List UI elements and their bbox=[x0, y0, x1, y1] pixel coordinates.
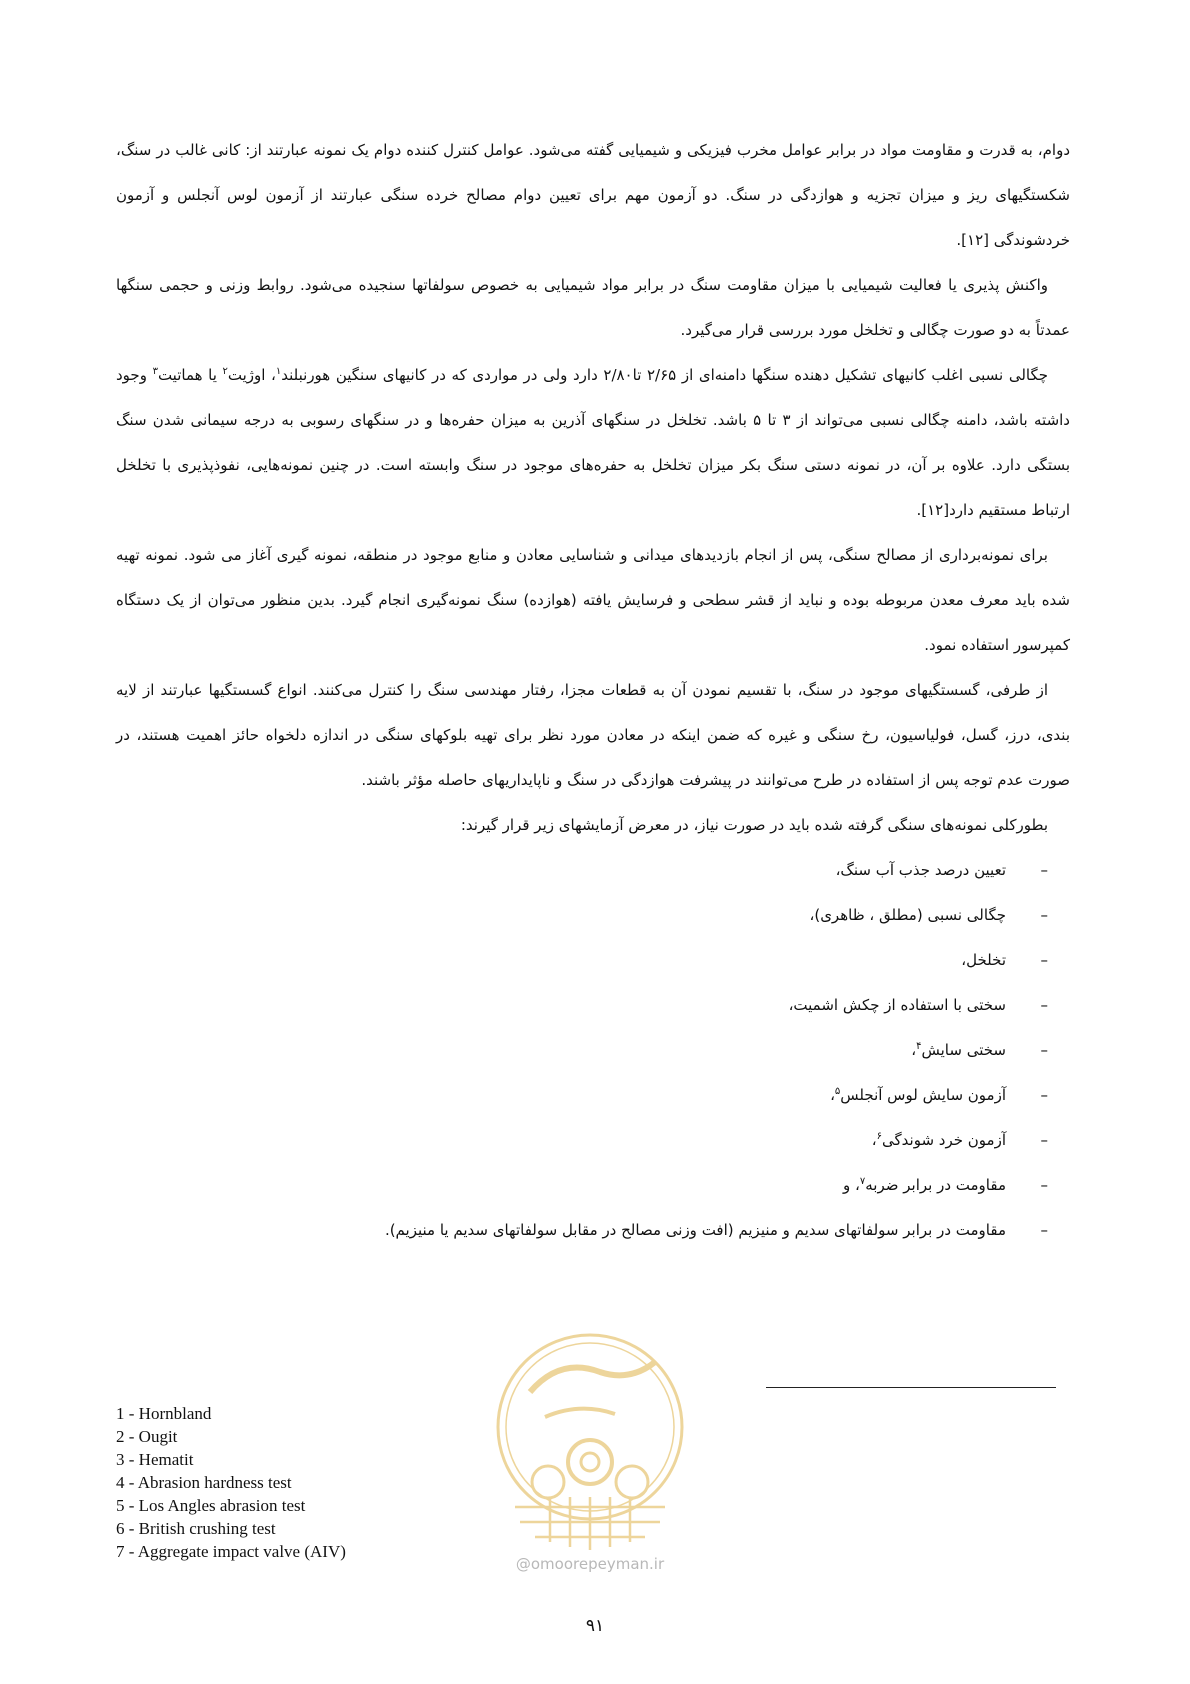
body-text bbox=[116, 128, 1070, 1253]
list-item-text: سختی سایش bbox=[921, 1041, 1006, 1059]
list-dash: – bbox=[1040, 1131, 1048, 1149]
list-item-text: سختی با استفاده از چکش اشمیت، bbox=[788, 996, 1006, 1014]
list-dash: – bbox=[1040, 996, 1048, 1014]
footnote-item: 6 - British crushing test bbox=[116, 1519, 276, 1538]
list-item-text: چگالی نسبی (مطلق ، ظاهری)، bbox=[809, 906, 1006, 924]
list-item-suffix: ، و bbox=[843, 1176, 860, 1194]
paragraph-density-text: یا هماتیت bbox=[157, 366, 223, 384]
list-dash: – bbox=[1040, 1086, 1048, 1104]
list-item bbox=[116, 983, 1048, 1028]
tests-list bbox=[116, 848, 1070, 1253]
footnote-item: 2 - Ougit bbox=[116, 1427, 178, 1446]
list-item bbox=[116, 848, 1048, 893]
list-item bbox=[116, 1208, 1048, 1253]
list-dash: – bbox=[1040, 1221, 1048, 1239]
list-item bbox=[116, 1163, 1048, 1208]
footnote-item: 1 - Hornbland bbox=[116, 1404, 212, 1423]
paragraph-durability: دوام، به قدرت و مقاومت مواد در برابر عوامل مخرب فیزیکی و شیمیایی گفته می‌شود. عوامل کنترل کننده دوام یک نمونه عبارتند از: کانی غالب در سنگ، شکستگیهای ریز و میزان تجزیه و هوازدگی در سنگ. دو آزمون مهم برای تعیین دوام مصالح خرده سنگی عبارتند از آزمون لوس آنجلس و آزمون خردشوندگی [۱۲]. bbox=[116, 141, 1070, 249]
list-dash: – bbox=[1040, 1041, 1048, 1059]
list-item bbox=[116, 938, 1048, 983]
list-item-text: تخلخل، bbox=[961, 951, 1006, 969]
page-number: ۹۱ bbox=[585, 1616, 605, 1636]
list-item-text: آزمون خرد شوندگی bbox=[882, 1131, 1006, 1149]
paragraph-discontinuities: از طرفی، گسستگیهای موجود در سنگ، با تقسیم نمودن آن به قطعات مجزا، رفتار مهندسی سنگ را کنترل می‌کنند. انواع گسستگیها عبارتند از لایه بندی، درز، گسل، فولیاسیون، رخ سنگی و غیره که ضمن اینکه در معادن مورد نظر برای تهیه بلوکهای سنگی در اندازه دلخواه حائز اهمیت هستند، در صورت عدم توجه پس از استفاده در طرح می‌توانند در پیشرفت هوازدگی در سنگ و ناپایداریهای حاصله مؤثر باشند. bbox=[116, 681, 1070, 789]
list-item-text: آزمون سایش لوس آنجلس bbox=[840, 1086, 1006, 1104]
footnote-separator bbox=[766, 1387, 1056, 1388]
footnote-ref-2: ۲ bbox=[222, 366, 228, 377]
list-dash: – bbox=[1040, 906, 1048, 924]
footnote-ref-5: ۵ bbox=[834, 1086, 841, 1097]
list-item-suffix: ، bbox=[911, 1041, 917, 1059]
footnote-item: 5 - Los Angles abrasion test bbox=[116, 1496, 306, 1515]
omoore-peyman-logo-icon bbox=[490, 1322, 690, 1572]
list-item-text: تعیین درصد جذب آب سنگ، bbox=[835, 861, 1006, 879]
paragraph-density-text: چگالی نسبی اغلب کانیهای تشکیل دهنده سنگها دامنه‌ای از ۲/۶۵ تا۲/۸۰ دارد ولی در مواردی که در کانیهای سنگین هورنبلند bbox=[281, 366, 1049, 384]
list-item bbox=[116, 1118, 1048, 1163]
paragraph-density-text: ، اوژیت bbox=[227, 366, 276, 384]
paragraph-sampling: برای نمونه‌برداری از مصالح سنگی، پس از انجام بازدیدهای میدانی و شناسایی معادن و منابع موجود در منطقه، نمونه گیری آغاز می شود. نمونه تهیه شده باید معرف معدن مربوطه بوده و نباید از قشر سطحی و فرسایش یافته (هوازده) سنگ نمونه‌گیری انجام گیرد. بدین منظور می‌توان از یک دستگاه کمپرسور استفاده نمود. bbox=[116, 546, 1070, 654]
paragraph-density bbox=[116, 353, 1070, 533]
list-item bbox=[116, 1028, 1048, 1073]
list-item-text: مقاومت در برابر ضربه bbox=[865, 1176, 1006, 1194]
footnote-item: 3 - Hematit bbox=[116, 1450, 194, 1469]
list-item-text: مقاومت در برابر سولفاتهای سدیم و منیزیم (افت وزنی مصالح در مقابل سولفاتهای سدیم یا منیزیم). bbox=[384, 1221, 1006, 1239]
list-dash: – bbox=[1040, 1176, 1048, 1194]
watermark-url: @omoorepeyman.ir bbox=[515, 1555, 665, 1573]
footnote-ref-4: ۴ bbox=[916, 1041, 922, 1052]
footnote-ref-1: ۱ bbox=[275, 366, 282, 377]
footnotes bbox=[116, 1402, 516, 1563]
footnote-ref-7: ۷ bbox=[859, 1176, 866, 1187]
list-dash: – bbox=[1040, 861, 1048, 879]
paragraph-density-text: وجود داشته باشد، دامنه چگالی نسبی می‌تواند از ۳ تا ۵ باشد. تخلخل در سنگهای آذرین به میزان حفره‌ها و در سنگهای رسوبی به درجه سیمانی شدن سنگ بستگی دارد. علاوه بر آن، در نمونه دستی سنگ بکر میزان تخلخل به حفره‌های موجود در سنگ وابسته است. در چنین نمونه‌هایی، نفوذپذیری با تخلخل ارتباط مستقیم دارد[۱۲]. bbox=[116, 366, 1070, 519]
paragraph-reactivity: واکنش پذیری یا فعالیت شیمیایی با میزان مقاومت سنگ در برابر مواد شیمیایی به خصوص سولفاتها سنجیده می‌شود. روابط وزنی و حجمی سنگها عمدتاً به دو صورت چگالی و تخلخل مورد بررسی قرار می‌گیرد. bbox=[116, 276, 1070, 339]
list-dash: – bbox=[1040, 951, 1048, 969]
list-item bbox=[116, 893, 1048, 938]
paragraph-tests-intro: بطورکلی نمونه‌های سنگی گرفته شده باید در صورت نیاز، در معرض آزمایشهای زیر قرار گیرند: bbox=[460, 816, 1048, 834]
list-item bbox=[116, 1073, 1048, 1118]
footnote-item: 7 - Aggregate impact valve (AIV) bbox=[116, 1542, 346, 1561]
list-item-suffix: ، bbox=[830, 1086, 835, 1104]
list-item-suffix: ، bbox=[871, 1131, 877, 1149]
footnote-ref-3: ۳ bbox=[152, 366, 158, 377]
footnote-ref-6: ۶ bbox=[876, 1131, 883, 1142]
footnote-item: 4 - Abrasion hardness test bbox=[116, 1473, 292, 1492]
